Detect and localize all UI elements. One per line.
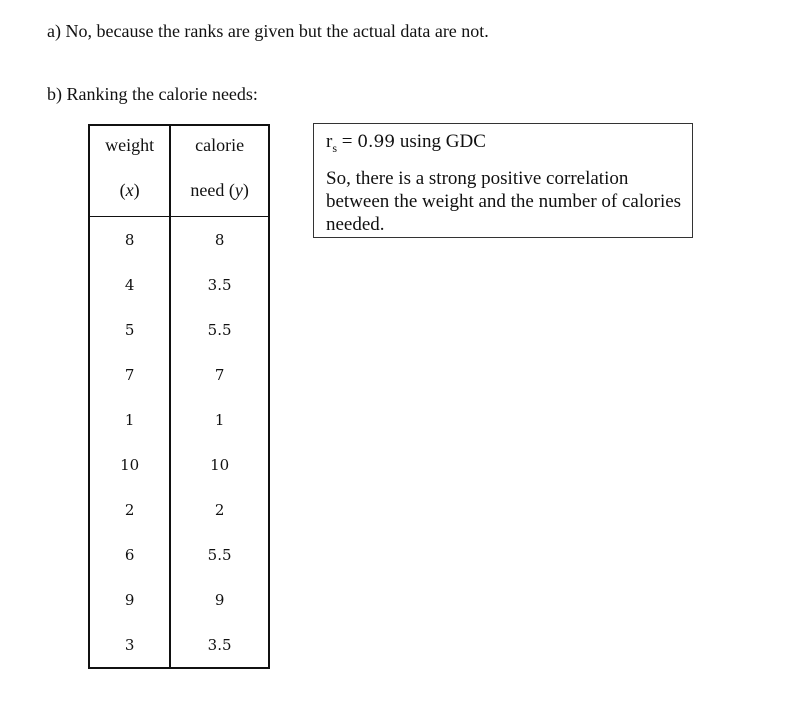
- rank-table-body: [89, 217, 269, 669]
- rs-value: 0.99: [357, 132, 396, 152]
- header-calorie-line2: [170, 164, 269, 217]
- calorie-rank-cell: 9: [170, 577, 269, 622]
- calorie-rank-cell: 7: [170, 352, 269, 397]
- table-row: [89, 532, 269, 577]
- header-weight-line2: [89, 164, 170, 217]
- calorie-rank-cell: 5.5: [170, 532, 269, 577]
- variable-x: x: [125, 179, 134, 200]
- table-header-row-2: [89, 164, 269, 217]
- calorie-rank-cell: 3.5: [170, 622, 269, 668]
- weight-rank-cell: 9: [89, 577, 170, 622]
- header-calorie-line1: calorie: [170, 125, 269, 164]
- weight-rank-cell: 3: [89, 622, 170, 668]
- weight-rank-cell: 7: [89, 352, 170, 397]
- weight-rank-cell: 4: [89, 262, 170, 307]
- paren-close: ): [133, 179, 140, 200]
- paren-close: ): [242, 179, 249, 200]
- weight-rank-cell: 10: [89, 442, 170, 487]
- table-row: [89, 262, 269, 307]
- calorie-rank-cell: 1: [170, 397, 269, 442]
- result-box: [313, 123, 693, 238]
- table-row: [89, 487, 269, 532]
- table-row: [89, 577, 269, 622]
- rs-equals: =: [337, 131, 358, 152]
- weight-rank-cell: 2: [89, 487, 170, 532]
- table-row: [89, 397, 269, 442]
- table-row: [89, 622, 269, 668]
- calorie-rank-cell: 8: [170, 217, 269, 263]
- calorie-rank-cell: 2: [170, 487, 269, 532]
- weight-rank-cell: 6: [89, 532, 170, 577]
- weight-rank-cell: 8: [89, 217, 170, 263]
- calorie-rank-cell: 5.5: [170, 307, 269, 352]
- spearman-result: [326, 130, 682, 160]
- conclusion-text: So, there is a strong positive correlation between the weight and the number of calories needed.: [326, 167, 682, 235]
- need-label: need (: [190, 179, 235, 200]
- calorie-rank-cell: 3.5: [170, 262, 269, 307]
- table-row: [89, 217, 269, 263]
- paren-open: (: [119, 179, 126, 200]
- table-header-row-1: [89, 125, 269, 164]
- rank-table: [88, 124, 270, 669]
- weight-rank-cell: 5: [89, 307, 170, 352]
- table-row: [89, 307, 269, 352]
- calorie-rank-cell: 10: [170, 442, 269, 487]
- part-b-heading: b) Ranking the calorie needs:: [47, 84, 258, 104]
- rs-method: using GDC: [395, 131, 486, 152]
- table-row: [89, 442, 269, 487]
- variable-y: y: [234, 179, 243, 200]
- part-a-answer: a) No, because the ranks are given but the actual data are not.: [47, 21, 489, 41]
- weight-rank-cell: 1: [89, 397, 170, 442]
- header-weight-line1: weight: [89, 125, 170, 164]
- rs-symbol: r: [326, 131, 333, 152]
- table-row: [89, 352, 269, 397]
- rs-subscript: s: [332, 140, 337, 155]
